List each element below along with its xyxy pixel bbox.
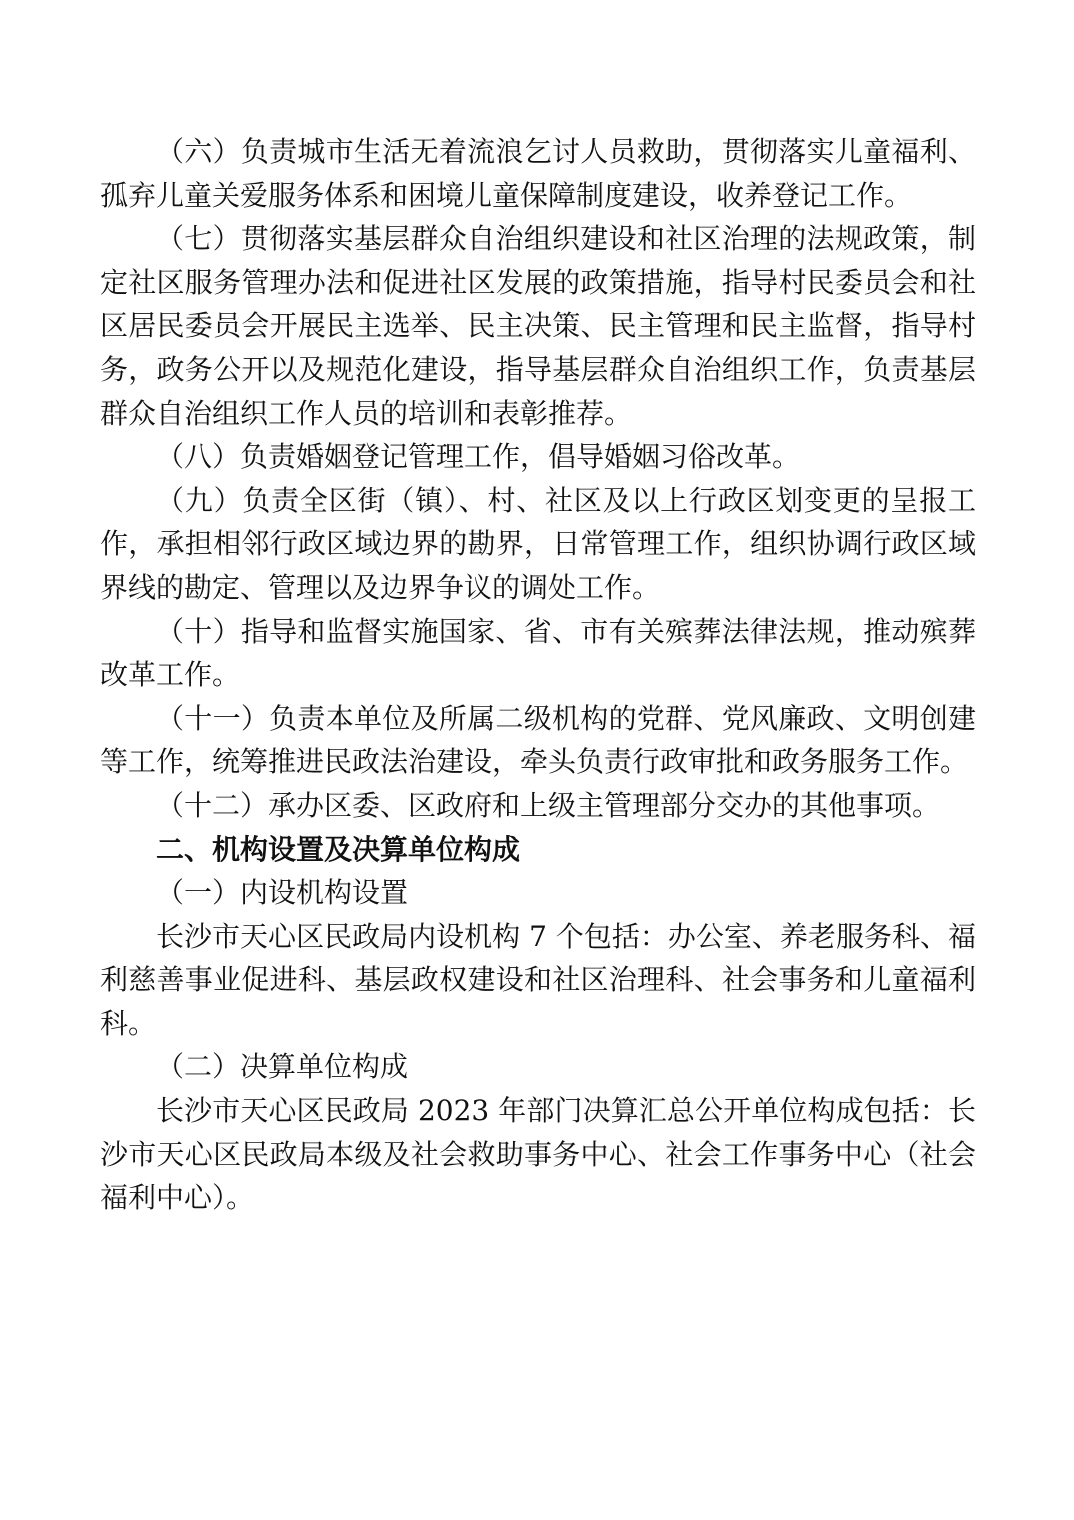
paragraph-item-11: （十一）负责本单位及所属二级机构的党群、党风廉政、文明创建等工作，统筹推进民政法治建设，牵头负责行政审批和政务服务工作。 [100,701,976,779]
document-page [100,130,976,1220]
subsection-title-accounting-units: （二）决算单位构成 [156,1050,409,1084]
paragraph-item-8: （八）负责婚姻登记管理工作，倡导婚姻习俗改革。 [156,440,801,474]
paragraph-item-7: （七）贯彻落实基层群众自治组织建设和社区治理的法规政策，制定社区服务管理办法和促进社区发展的政策措施，指导村民委员会和社区居民委员会开展民主选举、民主决策、民主管理和民主监督，指导村务，政务公开以及规范化建设，指导基层群众自治组织工作，负责基层群众自治组织工作人员的培训和表彰推荐。 [100,222,976,430]
paragraph-item-9: （九）负责全区街（镇）、村、社区及以上行政区划变更的呈报工作，承担相邻行政区域边界的勘界，日常管理工作，组织协调行政区域界线的勘定、管理以及边界争议的调处工作。 [100,483,976,604]
subsection-title-internal-structure: （一）内设机构设置 [156,876,409,910]
paragraph-item-10: （十）指导和监督实施国家、省、市有关殡葬法律法规，推动殡葬改革工作。 [100,614,976,692]
subsection-body-accounting-units: 长沙市天心区民政局 2023 年部门决算汇总公开单位构成包括：长沙市天心区民政局本级及社会救助事务中心、社会工作事务中心（社会福利中心）。 [100,1094,976,1215]
paragraph-item-12: （十二）承办区委、区政府和上级主管理部分交办的其他事项。 [156,788,941,822]
section-heading: 二、机构设置及决算单位构成 [156,832,521,866]
subsection-body-internal-structure: 长沙市天心区民政局内设机构 7 个包括：办公室、养老服务科、福利慈善事业促进科、基层政权建设和社区治理科、社会事务和儿童福利科。 [100,919,976,1040]
paragraph-item-6: （六）负责城市生活无着流浪乞讨人员救助，贯彻落实儿童福利、孤弃儿童关爱服务体系和困境儿童保障制度建设，收养登记工作。 [100,135,976,212]
